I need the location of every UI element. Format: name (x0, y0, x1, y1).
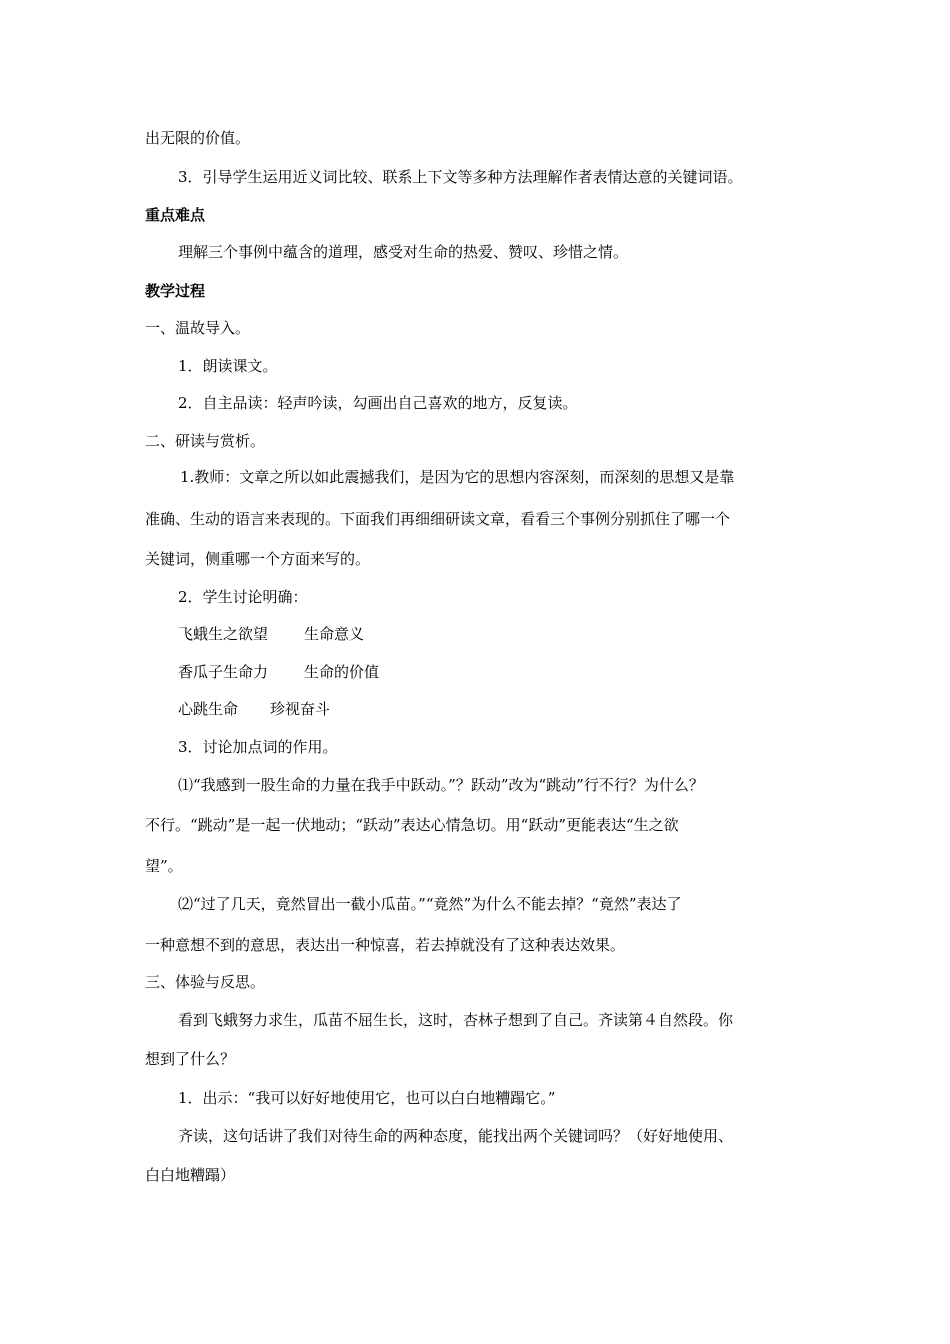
text-line: 不行。“跳动”是一起一伏地动；“跃动”表达心情急切。用“跃动”更能表达“生之欲 (145, 816, 679, 834)
step-heading-1: 一、温故导入。 (145, 319, 251, 337)
text-line: 关键词，侧重哪一个方面来写的。 (145, 550, 371, 568)
section-heading-key-points: 重点难点 (145, 206, 206, 224)
section-heading-teaching-process: 教学过程 (145, 282, 206, 300)
text-line: 1．朗读课文。 (178, 357, 278, 375)
step-heading-2: 二、研读与赏析。 (145, 432, 266, 450)
text-line: 3．讨论加点词的作用。 (178, 738, 338, 756)
pair-right: 生命意义 (304, 625, 365, 643)
text-line: 白白地糟蹋） (145, 1166, 236, 1184)
discussion-pair (178, 661, 379, 683)
step-heading-3: 三、体验与反思。 (145, 973, 266, 991)
pair-right: 珍视奋斗 (270, 700, 331, 718)
text-line: 1.教师：文章之所以如此震撼我们，是因为它的思想内容深刻，而深刻的思想又是靠 (180, 468, 735, 486)
text-line: 1．出示：“我可以好好地使用它，也可以白白地糟蹋它。” (178, 1089, 556, 1107)
text-line: ⑵“过了几天，竟然冒出一截小瓜苗。”“竟然”为什么不能去掉？“竟然”表达了 (178, 895, 682, 913)
text-line: ⑴“我感到一股生命的力量在我手中跃动。”？跃动”改为“跳动”行不行？为什么？ (178, 776, 704, 794)
text-line: 理解三个事例中蕴含的道理，感受对生命的热爱、赞叹、珍惜之情。 (178, 243, 629, 261)
pair-left: 心跳生命 (178, 700, 239, 718)
text-line: 齐读，这句话讲了我们对待生命的两种态度，能找出两个关键词吗？（好好地使用、 (178, 1127, 734, 1145)
text-line: 想到了什么？ (145, 1050, 236, 1068)
text-line: 出无限的价值。 (145, 129, 251, 147)
text-line: 看到飞蛾努力求生，瓜苗不屈生长，这时，杏林子想到了自己。齐读第４自然段。你 (178, 1011, 734, 1029)
pair-left: 飞蛾生之欲望 (178, 625, 269, 643)
text-line: 准确、生动的语言来表现的。下面我们再细细研读文章，看看三个事例分别抓住了哪一个 (145, 510, 731, 528)
pair-left: 香瓜子生命力 (178, 663, 269, 681)
text-line: 一种意想不到的意思，表达出一种惊喜，若去掉就没有了这种表达效果。 (145, 936, 626, 954)
text-line: 望”。 (145, 857, 183, 875)
text-line: 2．学生讨论明确： (178, 588, 308, 606)
objective-3: 3．引导学生运用近义词比较、联系上下文等多种方法理解作者表情达意的关键词语。 (178, 168, 743, 186)
pair-right: 生命的价值 (304, 663, 380, 681)
text-line: 2．自主品读：轻声吟读，勾画出自己喜欢的地方，反复读。 (178, 394, 578, 412)
discussion-pair (178, 623, 364, 645)
discussion-pair (178, 698, 330, 720)
